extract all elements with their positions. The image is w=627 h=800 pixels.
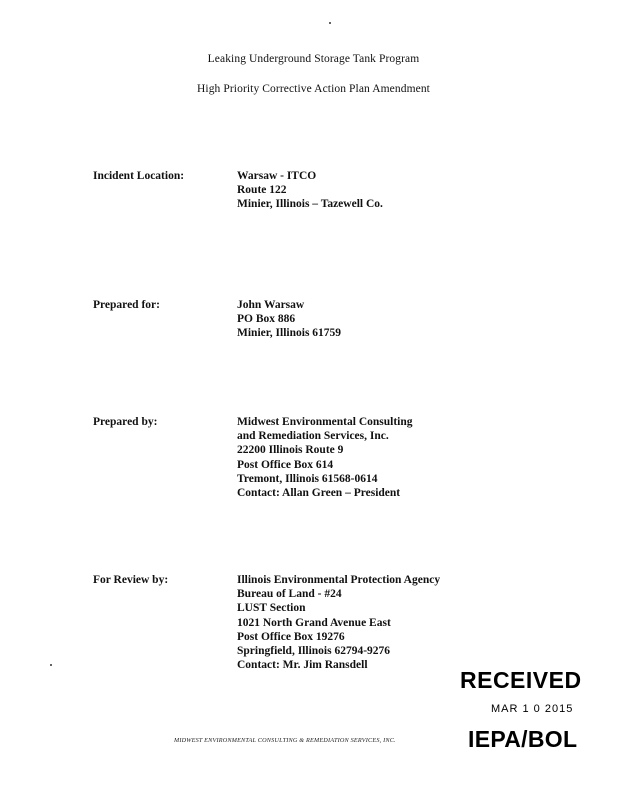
- address-line: Bureau of Land - #24: [237, 588, 342, 601]
- incident-location-address: [237, 169, 383, 212]
- address-line: 22200 Illinois Route 9: [237, 444, 344, 457]
- address-line: Route 122: [237, 184, 287, 197]
- address-line: Minier, Illinois – Tazewell Co.: [237, 198, 383, 211]
- for-review-by-address: [237, 573, 440, 672]
- prepared-by-label: Prepared by:: [93, 416, 158, 428]
- document-title: High Priority Corrective Action Plan Amendment: [197, 83, 430, 95]
- address-line: John Warsaw: [237, 299, 305, 311]
- received-stamp-date: MAR 1 0 2015: [491, 703, 574, 715]
- address-line: Tremont, Illinois 61568-0614: [237, 472, 378, 485]
- address-line: and Remediation Services, Inc.: [237, 430, 389, 443]
- scan-speck: [50, 664, 52, 666]
- contact-line: Contact: Allan Green – President: [237, 486, 401, 499]
- for-review-by-label: For Review by:: [93, 574, 169, 586]
- contact-line: Contact: Mr. Jim Ransdell: [237, 659, 368, 672]
- company-footer: MIDWEST ENVIRONMENTAL CONSULTING & REMEDIATION SERVICES, INC.: [174, 737, 396, 744]
- prepared-by-address: [237, 415, 413, 500]
- address-line: Midwest Environmental Consulting: [237, 416, 413, 428]
- address-line: Warsaw - ITCO: [237, 170, 317, 182]
- address-line: Illinois Environmental Protection Agency: [237, 574, 441, 586]
- prepared-for-label: Prepared for:: [93, 299, 160, 311]
- address-line: Springfield, Illinois 62794-9276: [237, 644, 391, 657]
- scan-speck: [329, 22, 331, 24]
- address-line: Post Office Box 614: [237, 458, 334, 471]
- address-line: Minier, Illinois 61759: [237, 327, 342, 340]
- program-title: Leaking Underground Storage Tank Program: [207, 53, 420, 65]
- address-line: Post Office Box 19276: [237, 630, 345, 643]
- received-stamp-agency: IEPA/BOL: [468, 726, 578, 752]
- address-line: 1021 North Grand Avenue East: [237, 616, 391, 629]
- received-stamp: RECEIVED: [460, 667, 582, 693]
- incident-location-label: Incident Location:: [93, 170, 185, 182]
- prepared-for-address: [237, 298, 341, 341]
- address-line: LUST Section: [237, 602, 306, 615]
- address-line: PO Box 886: [237, 313, 296, 326]
